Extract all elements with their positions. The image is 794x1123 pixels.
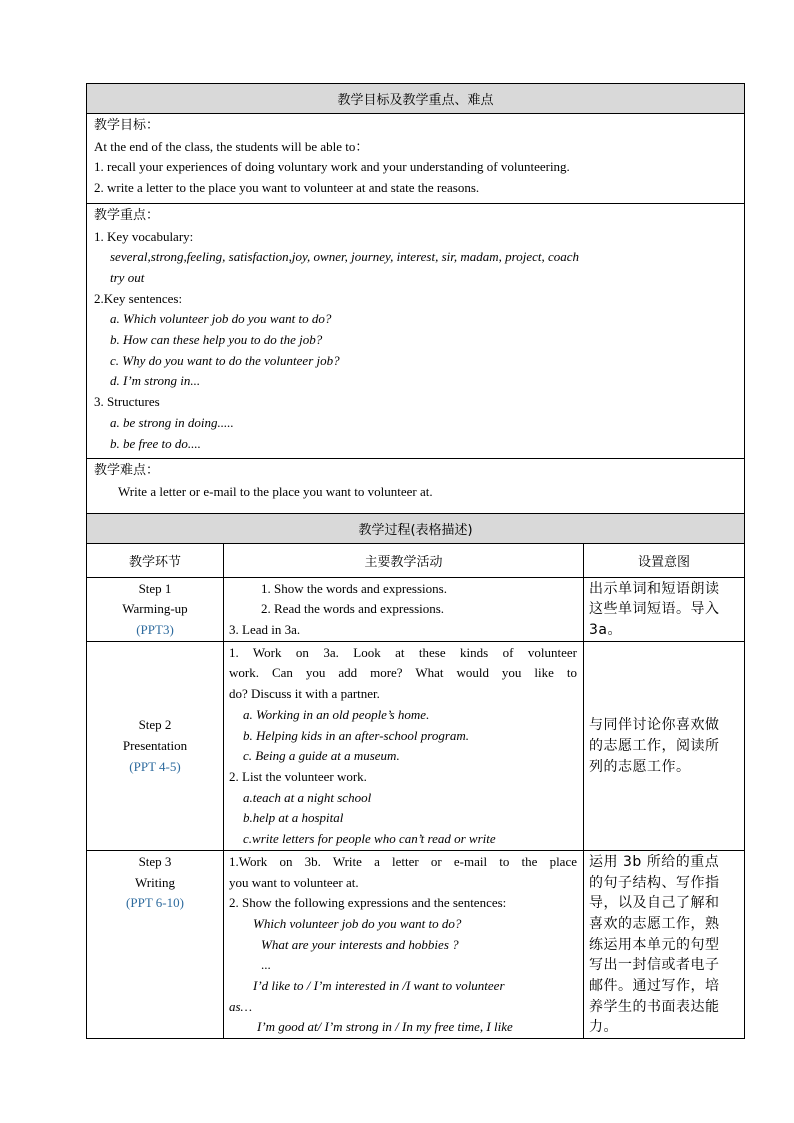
purpose-cell <box>584 577 745 641</box>
key-sentence: b. How can these help you to do the job? <box>110 332 323 348</box>
key-sentence: a. Which volunteer job do you want to do? <box>110 311 332 327</box>
step-number: Step 2 <box>138 717 172 733</box>
activity-line: b.help at a hospital <box>243 810 344 826</box>
activity-line: work. Can you add more? What would you like to <box>229 665 577 681</box>
ppt-reference: (PPT3) <box>136 622 174 638</box>
activity-line: I’d like to / I’m interested in /I want to volunteer <box>253 978 505 994</box>
key-sentence: d. I’m strong in... <box>110 373 201 389</box>
activity-line: c. Being a guide at a museum. <box>243 748 400 764</box>
step-number: Step 3 <box>138 853 172 869</box>
activity-line: 2. List the volunteer work. <box>229 768 367 784</box>
activity-line: a.teach at a night school <box>243 789 372 805</box>
activity-line: do? Discuss it with a partner. <box>229 686 380 702</box>
purpose-line: 写出一封信或者电子 <box>589 957 720 974</box>
activity-line: 1. Work on 3a. Look at these kinds of volunteer <box>229 644 577 660</box>
table-row <box>87 641 745 850</box>
objective-item: 2. write a letter to the place you want to volunteer at and state the reasons. <box>94 180 480 196</box>
purpose-line: 的志愿工作，阅读所 <box>589 737 720 754</box>
activities-cell <box>224 850 584 1038</box>
activity-line: 1. Show the words and expressions. <box>261 580 447 596</box>
key-points-block <box>87 203 745 458</box>
activity-line: c.write letters for people who can’t read or write <box>243 831 496 847</box>
key-vocabulary-list-cont: try out <box>110 269 145 285</box>
purpose-line: 与同伴讨论你喜欢做 <box>589 717 720 734</box>
activity-line: 2. Read the words and expressions. <box>261 601 445 617</box>
purpose-line: 运用 3b 所给的重点 <box>589 853 720 870</box>
purpose-cell <box>584 641 745 850</box>
purpose-line: 喜欢的志愿工作，熟 <box>589 915 720 932</box>
structure-item: b. be free to do.... <box>110 435 201 451</box>
table-row <box>87 850 745 1038</box>
objectives-title: 教学目标： <box>94 118 160 133</box>
ppt-reference: (PPT 4-5) <box>129 758 181 774</box>
column-header-activities: 主要教学活动 <box>224 543 584 577</box>
purpose-line: 练运用本单元的句型 <box>589 936 720 953</box>
lesson-plan-document <box>86 83 744 1039</box>
step-name: Presentation <box>122 737 188 753</box>
step-number: Step 1 <box>138 580 172 596</box>
objectives-block <box>87 114 745 204</box>
purpose-line: 的句子结构、写作指 <box>589 874 720 891</box>
step-cell <box>87 577 224 641</box>
activity-line: as… <box>229 998 253 1014</box>
activity-line: 2. Show the following expressions and the sentences: <box>229 895 507 911</box>
activity-line: ... <box>261 957 271 973</box>
activity-line: I’m good at/ I’m strong in / In my free time, I like <box>257 1019 513 1035</box>
objective-item: 1. recall your experiences of doing voluntary work and your understanding of volunteering. <box>94 159 570 175</box>
activity-line: a. Working in an old people’s home. <box>243 706 430 722</box>
activity-line: 3. Lead in 3a. <box>229 622 301 638</box>
purpose-line: 养学生的书面表达能 <box>589 998 720 1015</box>
activity-line: Which volunteer job do you want to do? <box>253 915 462 931</box>
purpose-line: 出示单词和短语朗读 <box>589 580 720 597</box>
purpose-cell <box>584 850 745 1038</box>
difficulties-text: Write a letter or e-mail to the place you want to volunteer at. <box>118 483 433 499</box>
step-cell <box>87 850 224 1038</box>
column-header-stage: 教学环节 <box>87 543 224 577</box>
key-points-title: 教学重点： <box>94 207 160 223</box>
difficulties-title: 教学难点： <box>94 463 160 479</box>
ppt-reference: (PPT 6-10) <box>126 895 184 911</box>
column-header-purpose: 设置意图 <box>584 543 745 577</box>
activities-cell <box>224 577 584 641</box>
activities-cell <box>224 641 584 850</box>
activity-line: 1.Work on 3b. Write a letter or e-mail to the place <box>229 853 577 869</box>
structures-label: 3. Structures <box>94 394 160 410</box>
lesson-plan-table <box>86 83 745 1039</box>
purpose-line: 邮件。通过写作，培 <box>589 978 720 995</box>
key-sentence: c. Why do you want to do the volunteer job? <box>110 352 340 368</box>
table-row <box>87 577 745 641</box>
difficulties-block <box>87 459 745 513</box>
purpose-line: 这些单词短语。导入 <box>589 601 720 618</box>
activity-line: b. Helping kids in an after-school program. <box>243 727 470 743</box>
step-name: Writing <box>135 874 175 890</box>
step-cell <box>87 641 224 850</box>
purpose-line: 列的志愿工作。 <box>589 758 691 775</box>
process-section-header: 教学过程(表格描述) <box>87 513 745 543</box>
purpose-line: 力。 <box>589 1019 618 1036</box>
activity-line: What are your interests and hobbies ? <box>261 936 459 952</box>
objectives-intro: At the end of the class, the students will be able to： <box>94 138 369 154</box>
key-sentences-label: 2.Key sentences: <box>94 290 183 306</box>
step-name: Warming-up <box>122 601 188 617</box>
objectives-section-header: 教学目标及教学重点、难点 <box>87 84 745 114</box>
activity-line: you want to volunteer at. <box>229 874 359 890</box>
structure-item: a. be strong in doing..... <box>110 414 234 430</box>
key-vocabulary-label: 1. Key vocabulary: <box>94 228 194 244</box>
purpose-line: 导，以及自己了解和 <box>589 895 720 912</box>
purpose-line: 3a。 <box>589 622 622 639</box>
key-vocabulary-list: several,strong,feeling, satisfaction,joy, owner, journey, interest, sir, madam, project, coach <box>110 249 580 265</box>
